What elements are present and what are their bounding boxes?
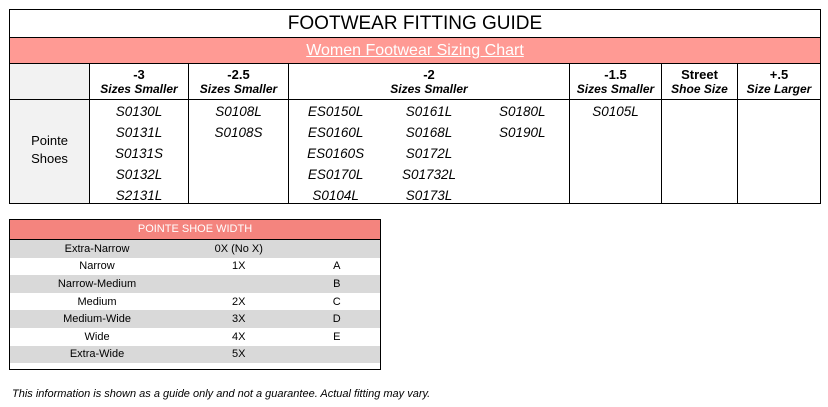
shoe-codes-group — [476, 100, 569, 143]
column-size: -2 — [423, 66, 435, 82]
column-size: -2.5 — [227, 66, 250, 82]
guide-title: FOOTWEAR FITTING GUIDE — [10, 10, 820, 38]
column-size: +.5 — [769, 66, 789, 82]
column-size: -3 — [133, 66, 145, 82]
blank-header-cell — [10, 64, 89, 100]
column-minus-1-5 — [570, 64, 662, 203]
shoe-codes — [189, 100, 288, 143]
width-name: Extra-Narrow — [64, 242, 130, 255]
disclaimer-note: This information is shown as a guide only and not a guarantee. Actual fitting may vary. — [12, 388, 431, 400]
column-header — [90, 64, 188, 100]
table-row — [10, 258, 380, 276]
column-size: -1.5 — [604, 66, 627, 82]
row-label-line: Pointe — [31, 133, 68, 148]
column-minus-2-5 — [189, 64, 289, 203]
shoe-code: S01732L — [401, 167, 456, 182]
column-header — [289, 64, 569, 100]
column-desc: Shoe Size — [671, 81, 728, 96]
shoe-code: S0172L — [405, 146, 453, 161]
table-row — [10, 293, 380, 311]
shoe-code: S0108S — [214, 125, 263, 140]
pointe-width-table — [9, 219, 381, 370]
width-name: Narrow — [79, 260, 115, 273]
shoe-code: S0173L — [405, 188, 453, 203]
width-name: Extra-Wide — [69, 348, 125, 361]
width-code: 3X — [232, 313, 246, 326]
width-letter: A — [333, 260, 341, 273]
width-name: Medium-Wide — [63, 313, 131, 326]
width-code: 2X — [232, 295, 246, 308]
shoe-code: S0105L — [592, 104, 639, 119]
column-desc: Sizes Smaller — [576, 81, 655, 96]
row-header-cell — [10, 64, 90, 203]
shoe-code: S0180L — [499, 104, 546, 119]
shoe-code: ES0160S — [307, 146, 365, 161]
width-letter: D — [332, 313, 341, 326]
width-name: Wide — [84, 330, 110, 343]
table-row — [10, 275, 380, 293]
column-desc: Sizes Smaller — [390, 81, 468, 96]
column-desc: Sizes Smaller — [199, 81, 278, 96]
table-row — [10, 240, 380, 258]
column-minus-3 — [90, 64, 189, 203]
shoe-code: S0132L — [115, 167, 163, 182]
shoe-code: S0168L — [405, 125, 453, 140]
shoe-code: ES0150L — [307, 104, 364, 119]
width-name: Narrow-Medium — [57, 277, 137, 290]
shoe-codes-group — [289, 100, 382, 206]
shoe-code: S0190L — [499, 125, 546, 140]
width-code: 5X — [232, 348, 246, 361]
width-letter: B — [333, 277, 341, 290]
shoe-code: ES0170L — [307, 167, 364, 182]
shoe-code: S0131S — [114, 146, 164, 161]
width-table-title: POINTE SHOE WIDTH — [10, 220, 380, 240]
fitting-guide-table — [9, 9, 821, 204]
shoe-code: S0161L — [405, 104, 453, 119]
shoe-code: S2131L — [115, 188, 163, 203]
column-desc: Size Larger — [746, 81, 812, 96]
row-label-pointe-shoes — [10, 132, 89, 168]
column-header — [189, 64, 288, 100]
width-code: 0X (No X) — [214, 242, 263, 255]
width-name: Medium — [77, 295, 117, 308]
shoe-code: S0104L — [312, 188, 359, 203]
shoe-code: S0131L — [115, 125, 163, 140]
shoe-code: S0108L — [215, 104, 262, 119]
shoe-codes-group — [382, 100, 475, 206]
row-label-line: Shoes — [31, 151, 68, 166]
width-code: 4X — [232, 330, 246, 343]
column-minus-2 — [289, 64, 570, 203]
size-grid — [10, 64, 820, 203]
column-header — [738, 64, 820, 100]
table-row — [10, 328, 380, 346]
width-code: 1X — [232, 260, 246, 273]
column-header — [570, 64, 661, 100]
column-plus-5 — [738, 64, 820, 203]
column-street — [662, 64, 738, 203]
width-letter: C — [332, 295, 341, 308]
shoe-code: ES0160L — [307, 125, 364, 140]
table-row — [10, 310, 380, 328]
table-row — [10, 346, 380, 364]
column-header — [662, 64, 737, 100]
column-size: Street — [681, 66, 718, 82]
column-desc: Sizes Smaller — [100, 81, 178, 96]
sizing-chart-link[interactable]: Women Footwear Sizing Chart — [10, 38, 820, 64]
shoe-codes — [90, 100, 188, 206]
width-rows — [10, 240, 380, 363]
shoe-codes — [570, 100, 661, 122]
width-letter: E — [333, 330, 341, 343]
shoe-code: S0130L — [115, 104, 163, 119]
